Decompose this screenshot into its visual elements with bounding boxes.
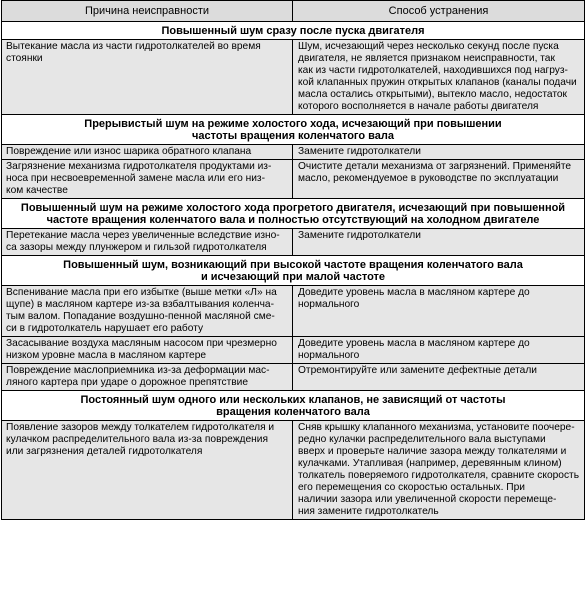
cause-cell: Вытекание масла из части гидротолкателей во время стоянки: [2, 40, 293, 114]
remedy-cell: Доведите уровень масла в масляном картере до нормального: [298, 338, 530, 361]
remedy-cell: Замените гидротолкатели: [298, 146, 421, 157]
table-row: [2, 40, 584, 115]
table-row: [2, 421, 584, 520]
cause-cell: Засасывание воздуха масляным насосом при чрезмерно низком уровне масла в масляном картере: [2, 337, 293, 363]
remedy-cell: Очистите детали механизма от загрязнений. Применяйте масло, рекомендуемое в руководстве по эксплуатации: [298, 161, 572, 184]
remedy-cell: Замените гидротолкатели: [298, 230, 421, 241]
section-title: Повышенный шум сразу после пуска двигателя: [2, 22, 584, 40]
table-header: [2, 1, 584, 22]
remedy-cell: Отремонтируйте или замените дефектные детали: [298, 365, 537, 376]
cause-cell: Повреждение или износ шарика обратного клапана: [2, 145, 293, 159]
section-title: Повышенный шум, возникающий при высокой частоте вращения коленчатого вала и исчезающий при малой частоте: [2, 256, 584, 286]
troubleshooting-table: [1, 0, 585, 520]
cause-cell: Появление зазоров между толкателем гидротолкателя и кулачком распределительного вала из-за повреждения или загрязнения деталей гидротолкателя: [2, 421, 293, 519]
section-title: Повышенный шум на режиме холостого хода прогретого двигателя, исчезающий при повышенной частоте вращения коленчатого вала и полностью отсутствующий на холодном двигателе: [2, 199, 584, 229]
header-cause: Причина неисправности: [2, 1, 293, 21]
table-row: [2, 145, 584, 160]
header-remedy: Способ устранения: [388, 5, 489, 17]
remedy-cell: Доведите уровень масла в масляном картере до нормального: [298, 287, 530, 310]
table-row: [2, 337, 584, 364]
section-title: Постоянный шум одного или нескольких клапанов, не зависящий от частоты вращения коленчатого вала: [2, 391, 584, 421]
table-row: [2, 364, 584, 391]
cause-cell: Повреждение маслоприемника из-за деформации мас- ляного картера при ударе о дорожное препятствие: [2, 364, 293, 390]
table-row: [2, 160, 584, 199]
remedy-cell: Шум, исчезающий через несколько секунд после пуска двигателя, не является признаком неисправности, так как из части гидротолкателей, находившихся под нагруз- кой клапанных пружин открытых клапанов (каналы подачи масла остались открытыми), вытекло масло, недостаток которого восполняется в начале работы двигателя: [298, 41, 577, 112]
cause-cell: Вспенивание масла при его избытке (выше метки «Л» на щупе) в масляном картере из-за взбалтывания коленча- тым валом. Попадание воздушно-пенной масляной сме- си в гидротолкатель нарушает его работу: [2, 286, 293, 336]
table-row: [2, 286, 584, 337]
cause-cell: Загрязнение механизма гидротолкателя продуктами из- носа при несвоевременной замене масла или его низ- ком качестве: [2, 160, 293, 198]
section-title: Прерывистый шум на режиме холостого хода, исчезающий при повышении частоты вращения коленчатого вала: [2, 115, 584, 145]
cause-cell: Перетекание масла через увеличенные вследствие изно- са зазоры между плунжером и гильзой гидротолкателя: [2, 229, 293, 255]
remedy-cell: Сняв крышку клапанного механизма, установите поочере- редно кулачки распределительного вала выступами вверх и проверьте наличие зазора между толкателями и кулачками. Утапливая (например, деревянным клином) толкатель поверяемого гидротолкателя, сравните скорость его перемещения со скоростью остальных. При наличии зазора или увеличенной скорости перемеще- ния замените гидротолкатель: [298, 422, 580, 517]
table-row: [2, 229, 584, 256]
